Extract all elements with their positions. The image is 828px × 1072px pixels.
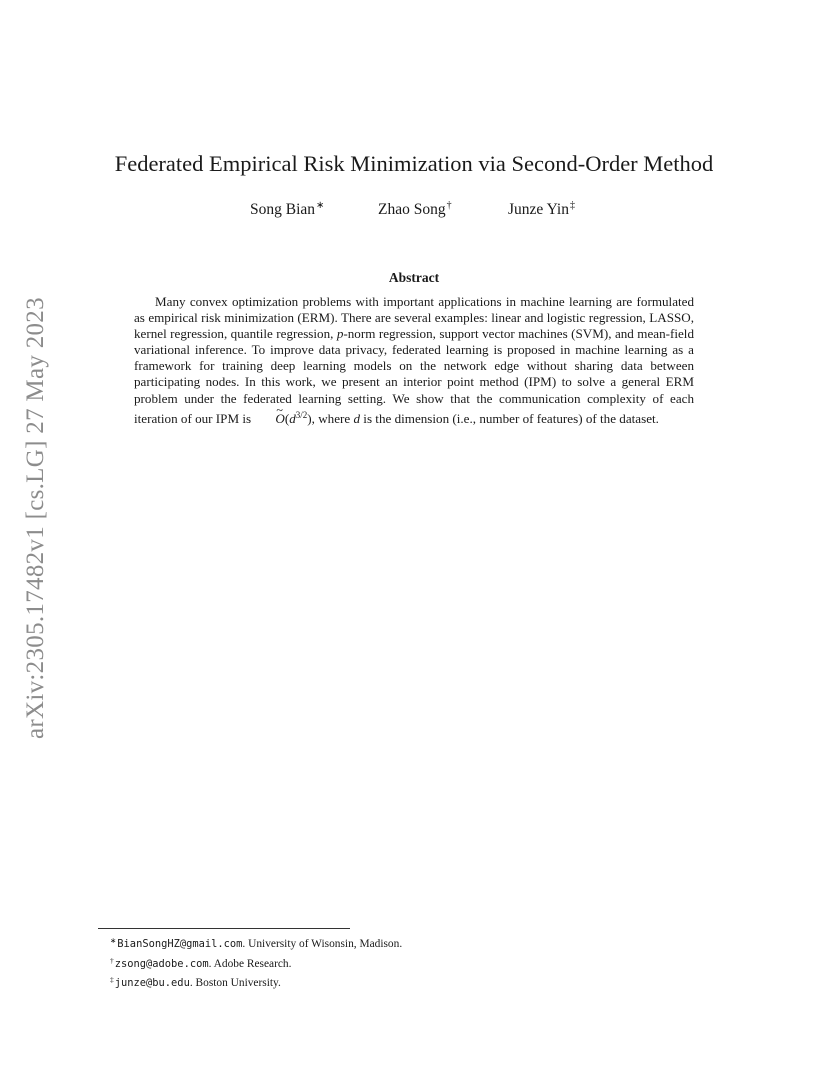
complexity-close-paren: ), bbox=[307, 410, 315, 426]
footnote-email: junze@bu.edu bbox=[114, 977, 190, 989]
footnote-mark: † bbox=[110, 955, 114, 965]
abstract-text-3: where bbox=[314, 410, 354, 426]
p-symbol: p bbox=[336, 326, 344, 342]
footnotes bbox=[110, 933, 710, 992]
author-mark: ∗ bbox=[316, 200, 325, 211]
author-mark: † bbox=[446, 200, 452, 211]
footnote-mark: ‡ bbox=[110, 975, 114, 984]
footnote-email: BianSongHZ@gmail.com bbox=[117, 938, 243, 950]
footnote-zhao-song bbox=[110, 953, 710, 973]
abstract-heading: Abstract bbox=[388, 270, 440, 285]
big-o-tilde-symbol: ~ O bbox=[254, 411, 284, 427]
complexity-d-symbol: d bbox=[289, 410, 296, 426]
author-list bbox=[240, 200, 620, 222]
paper-title: Federated Empirical Risk Minimization via Second-Order Method bbox=[114, 151, 714, 176]
footnote-junze-yin bbox=[110, 972, 710, 992]
footnote-affiliation: . Adobe Research. bbox=[208, 957, 292, 970]
footnote-mark: ∗ bbox=[110, 936, 117, 945]
abstract-text-4: is the dimension (i.e., number of features) of the dataset. bbox=[360, 410, 659, 426]
author-zhao-song bbox=[378, 200, 452, 219]
author-name: Song Bian bbox=[250, 201, 316, 218]
footnote-affiliation: . Boston University. bbox=[189, 977, 281, 989]
complexity-open-paren: ( bbox=[284, 410, 290, 426]
abstract-text-1: Many convex optimization problems with important applications in machine learning are formulated as empirical risk minimization (ERM). There are several examples: linear and logistic regression, LASSO, kernel regression, quantile regression, bbox=[134, 294, 694, 342]
author-song-bian bbox=[250, 200, 324, 219]
footnote-affiliation: . University of Wisonsin, Madison. bbox=[242, 938, 403, 950]
author-name: Zhao Song bbox=[378, 201, 446, 218]
author-name: Junze Yin bbox=[508, 201, 569, 218]
footnote-divider bbox=[98, 928, 350, 929]
author-mark: ‡ bbox=[570, 200, 575, 211]
author-junze-yin bbox=[508, 200, 575, 219]
footnote-song-bian bbox=[110, 933, 710, 953]
abstract-paragraph bbox=[134, 294, 694, 427]
footnote-email: zsong@adobe.com bbox=[114, 957, 209, 970]
arxiv-identifier-stamp: arXiv:2305.17482v1 [cs.LG] 27 May 2023 bbox=[22, 297, 49, 739]
d-symbol: d bbox=[353, 410, 361, 426]
complexity-exponent: 3/2 bbox=[295, 409, 308, 420]
abstract-text-2: -norm regression, support vector machines (SVM), and mean-field variational inference. To improve data privacy, federated learning is proposed in machine learning as a framework for training deep learning models on the network edge without sharing data between participating nodes. In this work, we present an interior point method (IPM) to solve a general ERM problem under the federated learning setting. We show that the communication complexity of each iteration of our IPM is bbox=[134, 326, 694, 426]
